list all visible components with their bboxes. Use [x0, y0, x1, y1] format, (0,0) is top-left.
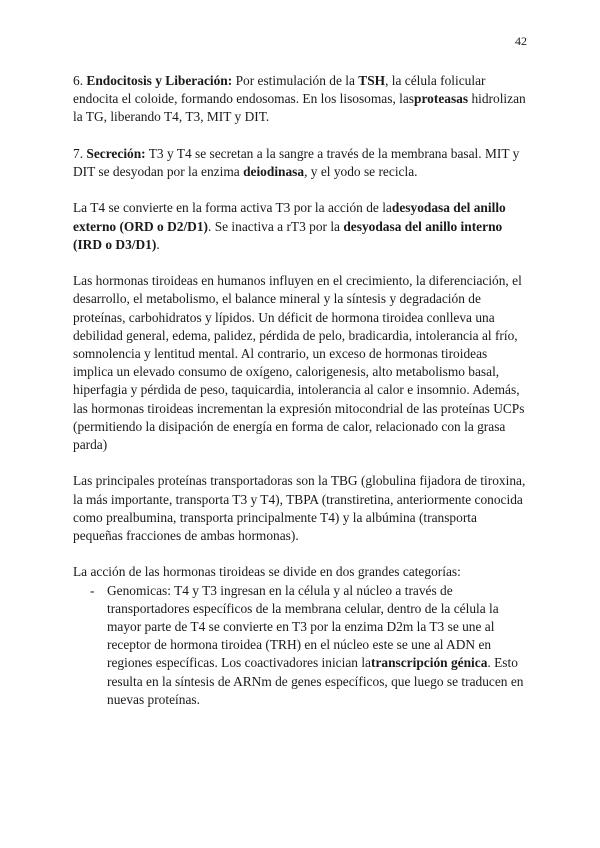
paragraph-efectos: Las hormonas tiroideas en humanos influyen en el crecimiento, la diferenciación, el desarrollo, el metabolismo, el balance mineral y la síntesis y degradación de proteínas, carbohidratos y lípidos. Un déficit de hormona tiroidea conlleva una debilidad general, edema, palidez, pérdida de pelo, bradicardia, intolerancia al frío, somnolencia y lentitud mental. Al contrario, un exceso de hormonas tiroideas implica un elevado consumo de oxígeno, calorigenesis, alto metabolismo basal, hiperfagia y pérdida de peso, taquicardia, intolerancia al calor e insomnio. Además, las hormonas tiroideas incrementan la expresión mitocondrial de las proteínas UCPs (permitiendo la disipación de energía en forma de calor, relacionado con la grasa parda): [73, 273, 525, 453]
document-body: [73, 72, 528, 709]
page-number: 42: [515, 34, 527, 48]
step-title: Secreción:: [86, 145, 146, 161]
paragraph-step-6: 6. Endocitosis y Liberación: Por estimulación de la TSH, la célula folicular endocita el coloide, formando endosomas. En los lisosomas, lasproteasas hidrolizan la TG, liberando T4, T3, MIT y DIT.: [73, 73, 526, 125]
list-item: - Genomicas: T4 y T3 ingresan en la célula y al núcleo a través de transportadores específicos de la membrana celular, dentro de la célula la mayor parte de T4 se convierte en T3 por la enzima D2m la T3 se une al receptor de hormona tiroidea (TRH) en el núcleo este se une al ADN en regiones específicas. Los coactivadores inician latranscripción génica. Esto resulta en la síntesis de ARNm de genes específicos, que luego se traducen en nuevas proteínas.: [90, 582, 524, 707]
step-number: 6.: [73, 73, 87, 88]
paragraph-desyodasas: La T4 se convierte en la forma activa T3 por la acción de ladesyodasa del anillo externo (ORD o D2/D1). Se inactiva a rT3 por la desyodasa del anillo interno (IRD o D3/D1).: [73, 200, 506, 252]
term-transcripcion: transcripción génica: [370, 655, 488, 671]
step-number: 7.: [73, 145, 87, 161]
paragraph-step-7: 7. Secreción: T3 y T4 se secretan a la sangre a través de la membrana basal. MIT y DIT se desyodan por la enzima deiodinasa, y el yodo se recicla.: [73, 145, 520, 179]
step-title: Endocitosis y Liberación:: [86, 73, 233, 88]
paragraph-transportadoras: Las principales proteínas transportadoras son la TBG (globulina fijadora de tiroxina, la más importante, transporta T3 y T4), TBPA (transtiretina, anteriormente conocida como prealbumina, transporta principalmente T4) y la albúmina (transporta pequeñas fracciones de ambas hormonas).: [73, 473, 526, 544]
term-ord: desyodasa del anillo externo (ORD o D2/D1): [73, 200, 506, 234]
accion-list: [73, 582, 528, 709]
paragraph-accion: La acción de las hormonas tiroideas se divide en dos grandes categorías:: [73, 564, 461, 580]
list-dash: -: [90, 582, 95, 598]
term-ird: desyodasa del anillo interno (IRD o D3/D1): [73, 218, 503, 252]
term-proteasas: proteasas: [414, 91, 469, 107]
term-tsh: TSH: [358, 73, 386, 88]
term-deiodinasa: deiodinasa: [243, 164, 305, 179]
